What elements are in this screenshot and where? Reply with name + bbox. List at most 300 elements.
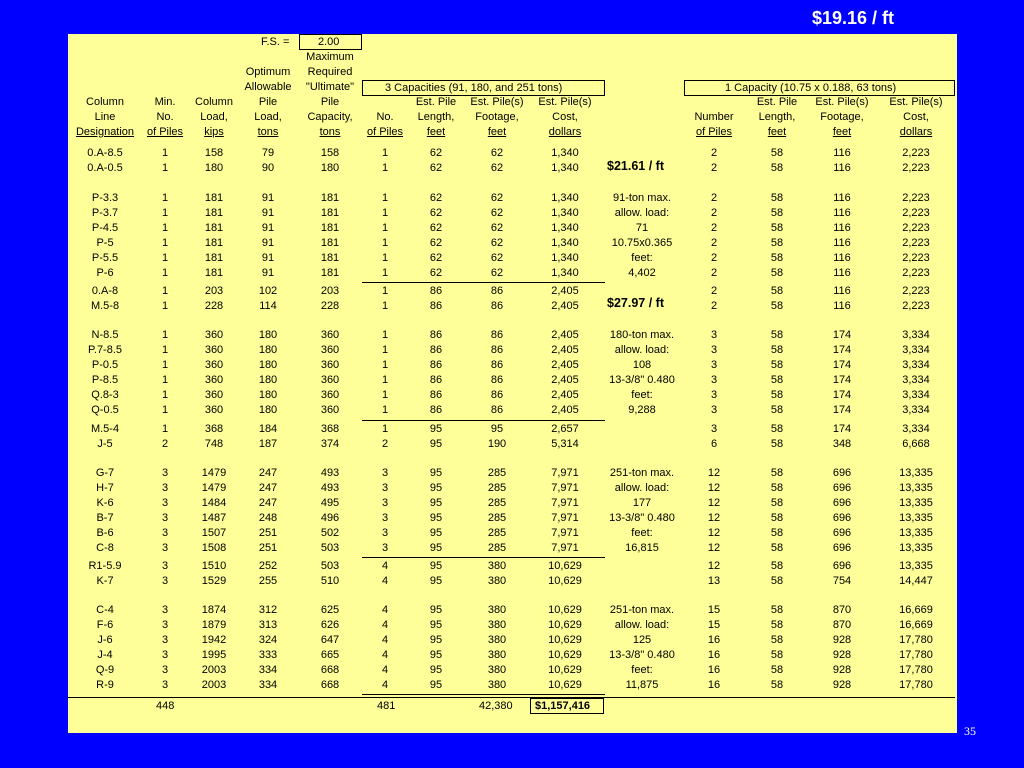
table-cell: 181 (204, 252, 224, 264)
table-cell: 181 (320, 192, 340, 204)
table-cell: C-4 (96, 604, 114, 616)
table-cell: 14,447 (899, 575, 933, 587)
table-cell: 62 (429, 237, 443, 249)
table-cell: 3,334 (902, 404, 930, 416)
table-cell: 10,629 (548, 560, 582, 572)
table-cell: 3 (381, 542, 389, 554)
table-cell: 285 (487, 512, 507, 524)
table-cell: 1 (381, 207, 389, 219)
table-cell: 174 (832, 423, 852, 435)
table-cell: 1508 (201, 542, 227, 554)
table-cell: 1 (161, 162, 169, 174)
table-cell: 62 (490, 147, 504, 159)
table-cell: 7,971 (551, 482, 579, 494)
table-cell: 58 (770, 359, 784, 371)
table-cell: 334 (258, 664, 278, 676)
table-cell: 2,405 (551, 300, 579, 312)
table-cell: 2,405 (551, 389, 579, 401)
table-cell: 1 (161, 300, 169, 312)
table-cell: 3 (381, 512, 389, 524)
capacity-note: 108 (632, 359, 652, 371)
table-cell: 360 (320, 344, 340, 356)
table-cell: 62 (429, 162, 443, 174)
table-cell: R-9 (96, 679, 114, 691)
table-cell: 58 (770, 252, 784, 264)
table-cell: 86 (490, 285, 504, 297)
total-cost: $1,157,416 (535, 700, 591, 712)
table-cell: 58 (770, 147, 784, 159)
table-cell: Q-9 (95, 664, 115, 676)
table-cell: 181 (204, 207, 224, 219)
table-cell: 1 (381, 329, 389, 341)
group-underline (362, 557, 605, 558)
table-cell: 503 (320, 542, 340, 554)
table-cell: 247 (258, 482, 278, 494)
table-cell: 58 (770, 222, 784, 234)
capacity-note: feet: (631, 664, 653, 676)
table-cell: 2003 (201, 679, 227, 691)
table-cell: 1 (161, 147, 169, 159)
table-cell: 228 (204, 300, 224, 312)
column-header-text: Line (94, 111, 116, 123)
group-underline (362, 282, 605, 283)
table-cell: 3 (161, 664, 169, 676)
table-cell: 58 (770, 619, 784, 631)
table-cell: 86 (429, 374, 443, 386)
table-cell: 3 (161, 679, 169, 691)
table-cell: 928 (832, 679, 852, 691)
table-cell: 2 (710, 267, 718, 279)
table-cell: 1874 (201, 604, 227, 616)
table-cell: 1487 (201, 512, 227, 524)
table-cell: 2,405 (551, 344, 579, 356)
table-cell: 2 (710, 237, 718, 249)
table-cell: 62 (490, 192, 504, 204)
table-cell: F-6 (96, 619, 114, 631)
capacity-note: 4,402 (628, 267, 656, 279)
table-cell: 180 (204, 162, 224, 174)
table-cell: H-7 (96, 482, 114, 494)
table-cell: 1 (381, 222, 389, 234)
table-cell: 58 (770, 575, 784, 587)
table-cell: 12 (707, 482, 721, 494)
capacity-note: 71 (635, 222, 649, 234)
table-cell: 696 (832, 497, 852, 509)
table-cell: 4 (381, 679, 389, 691)
column-header-text: Column (195, 96, 233, 108)
table-cell: 1 (161, 404, 169, 416)
table-cell: 10,629 (548, 604, 582, 616)
table-cell: 181 (204, 267, 224, 279)
table-cell: 3 (381, 482, 389, 494)
column-header-text: feet (832, 126, 852, 138)
table-cell: 3 (161, 560, 169, 572)
table-cell: 2,405 (551, 329, 579, 341)
capacity-note: 10.75x0.365 (611, 237, 673, 249)
table-cell: 248 (258, 512, 278, 524)
table-cell: 58 (770, 374, 784, 386)
table-cell: 360 (320, 389, 340, 401)
table-cell: Q-0.5 (91, 404, 119, 416)
column-header-text: Designation (75, 126, 135, 138)
table-cell: 95 (429, 512, 443, 524)
table-cell: 247 (258, 497, 278, 509)
table-cell: 493 (320, 482, 340, 494)
table-cell: 62 (490, 162, 504, 174)
capacity-note: allow. load: (614, 482, 670, 494)
table-cell: 58 (770, 649, 784, 661)
table-cell: 58 (770, 300, 784, 312)
table-cell: 495 (320, 497, 340, 509)
table-cell: 91 (261, 237, 275, 249)
capacity-note: feet: (631, 527, 653, 539)
table-cell: 180 (258, 374, 278, 386)
column-header-text: kips (204, 126, 224, 138)
table-cell: 62 (490, 207, 504, 219)
table-cell: 4 (381, 619, 389, 631)
column-header-text: No. (156, 111, 174, 123)
table-cell: 58 (770, 404, 784, 416)
table-cell: 3 (161, 497, 169, 509)
table-cell: 58 (770, 482, 784, 494)
table-cell: 2,223 (902, 222, 930, 234)
table-cell: 3,334 (902, 344, 930, 356)
table-cell: 174 (832, 359, 852, 371)
table-cell: 6 (710, 438, 718, 450)
table-cell: 2,223 (902, 285, 930, 297)
table-cell: 1942 (201, 634, 227, 646)
table-cell: 1507 (201, 527, 227, 539)
table-cell: 380 (487, 619, 507, 631)
table-cell: 1 (161, 285, 169, 297)
column-header-text: Pile (320, 96, 340, 108)
column-header-text: feet (767, 126, 787, 138)
table-cell: 360 (320, 404, 340, 416)
table-cell: 58 (770, 207, 784, 219)
table-cell: 86 (490, 300, 504, 312)
table-cell: 180 (320, 162, 340, 174)
table-cell: 95 (429, 649, 443, 661)
capacity-note: allow. load: (614, 207, 670, 219)
table-cell: C-8 (96, 542, 114, 554)
table-cell: 285 (487, 467, 507, 479)
table-cell: 228 (320, 300, 340, 312)
table-cell: 62 (429, 207, 443, 219)
table-cell: 16,669 (899, 619, 933, 631)
column-header-text: Est. Pile(s) (889, 96, 943, 108)
table-cell: 58 (770, 389, 784, 401)
table-cell: 10,629 (548, 679, 582, 691)
table-cell: 2,223 (902, 192, 930, 204)
table-cell: 86 (429, 344, 443, 356)
table-cell: 360 (204, 359, 224, 371)
table-cell: 13,335 (899, 482, 933, 494)
table-cell: 181 (320, 222, 340, 234)
table-cell: 252 (258, 560, 278, 572)
table-cell: 95 (429, 467, 443, 479)
table-cell: 5,314 (551, 438, 579, 450)
table-cell: 58 (770, 634, 784, 646)
table-cell: 181 (204, 222, 224, 234)
table-cell: 58 (770, 527, 784, 539)
table-cell: 12 (707, 512, 721, 524)
column-header-text: Length, (417, 111, 455, 123)
table-cell: 360 (320, 374, 340, 386)
table-cell: 3 (161, 512, 169, 524)
table-cell: 1 (381, 162, 389, 174)
table-cell: 116 (833, 207, 851, 219)
column-header-text: Est. Pile(s) (538, 96, 592, 108)
table-cell: 285 (487, 482, 507, 494)
table-cell: 2 (710, 207, 718, 219)
table-cell: 95 (429, 423, 443, 435)
table-cell: 95 (429, 664, 443, 676)
table-cell: 62 (429, 192, 443, 204)
table-cell: 181 (204, 237, 224, 249)
table-cell: 285 (487, 497, 507, 509)
table-cell: 380 (487, 649, 507, 661)
table-cell: 58 (770, 679, 784, 691)
fs-value: 2.00 (318, 36, 340, 48)
table-cell: 116 (833, 192, 851, 204)
table-cell: 4 (381, 560, 389, 572)
table-cell: 86 (429, 389, 443, 401)
column-header-text: Est. Pile(s) (470, 96, 524, 108)
column-header-text: Est. Pile(s) (815, 96, 869, 108)
table-cell: 203 (204, 285, 224, 297)
capacity-note: 251-ton max. (609, 467, 675, 479)
group-underline (362, 420, 605, 421)
table-cell: 62 (490, 237, 504, 249)
column-header-text: tons (319, 126, 341, 138)
table-cell: 174 (832, 329, 852, 341)
table-cell: 368 (320, 423, 340, 435)
table-cell: 16,669 (899, 604, 933, 616)
table-cell: 16 (707, 664, 721, 676)
table-cell: 86 (429, 359, 443, 371)
capacity-note: feet: (631, 252, 653, 264)
table-cell: 1510 (201, 560, 227, 572)
table-cell: 13,335 (899, 560, 933, 572)
table-cell: 95 (429, 560, 443, 572)
table-cell: P-5 (96, 237, 114, 249)
table-cell: P-5.5 (91, 252, 119, 264)
table-cell: 95 (429, 634, 443, 646)
column-header-text: Length, (758, 111, 796, 123)
table-cell: 626 (320, 619, 340, 631)
column-header-text: Cost, (552, 111, 578, 123)
capacity-note: 16,815 (625, 542, 659, 554)
price-per-foot-title: $19.16 / ft (812, 8, 895, 28)
table-cell: 91 (261, 252, 275, 264)
table-cell: 7,971 (551, 497, 579, 509)
table-cell: 1 (161, 423, 169, 435)
table-cell: 58 (770, 512, 784, 524)
table-cell: 58 (770, 560, 784, 572)
table-cell: 3 (161, 542, 169, 554)
table-cell: 58 (770, 162, 784, 174)
table-cell: 174 (832, 374, 852, 386)
table-cell: 2 (710, 192, 718, 204)
table-cell: 928 (832, 634, 852, 646)
table-cell: 12 (707, 542, 721, 554)
table-cell: 0.A-8 (91, 285, 119, 297)
table-cell: 3 (161, 467, 169, 479)
column-header-text: of Piles (366, 126, 404, 138)
table-cell: 86 (490, 329, 504, 341)
table-cell: 1 (161, 267, 169, 279)
table-cell: K-6 (96, 497, 114, 509)
table-cell: 3 (161, 619, 169, 631)
table-cell: 380 (487, 575, 507, 587)
table-cell: 15 (707, 604, 721, 616)
table-cell: 696 (832, 542, 852, 554)
table-cell: 360 (204, 404, 224, 416)
table-cell: 668 (320, 664, 340, 676)
table-cell: 3,334 (902, 329, 930, 341)
column-header-text: Number (694, 111, 734, 123)
capacity-note: allow. load: (614, 344, 670, 356)
capacity-note: 125 (632, 634, 652, 646)
table-cell: 1 (161, 389, 169, 401)
table-cell: 58 (770, 497, 784, 509)
table-cell: 3 (161, 604, 169, 616)
capacity-note: 13-3/8" 0.480 (609, 512, 675, 524)
table-cell: 2 (381, 438, 389, 450)
column-header-text: dollars (899, 126, 933, 138)
table-cell: 158 (320, 147, 340, 159)
table-cell: 1 (381, 374, 389, 386)
table-cell: 2,223 (902, 237, 930, 249)
table-cell: 13,335 (899, 497, 933, 509)
table-cell: 496 (320, 512, 340, 524)
table-cell: 180 (258, 359, 278, 371)
table-cell: 324 (258, 634, 278, 646)
table-cell: 4 (381, 634, 389, 646)
table-cell: 116 (833, 252, 851, 264)
table-cell: 360 (320, 359, 340, 371)
table-cell: 696 (832, 512, 852, 524)
table-cell: 493 (320, 467, 340, 479)
table-cell: 1 (381, 192, 389, 204)
column-header-text: Optimum (245, 66, 291, 78)
table-cell: 7,971 (551, 467, 579, 479)
table-cell: 116 (833, 222, 851, 234)
table-cell: 870 (832, 619, 852, 631)
table-cell: 95 (490, 423, 504, 435)
table-cell: 181 (320, 267, 340, 279)
table-cell: 696 (832, 467, 852, 479)
table-cell: 181 (320, 207, 340, 219)
table-cell: 16 (707, 679, 721, 691)
table-cell: 668 (320, 679, 340, 691)
table-cell: 1 (381, 252, 389, 264)
table-cell: N-8.5 (91, 329, 119, 341)
column-header-text: Capacity, (307, 111, 353, 123)
table-cell: 1 (381, 423, 389, 435)
table-cell: Q.8-3 (91, 389, 119, 401)
table-cell: 312 (258, 604, 278, 616)
table-cell: 1 (161, 222, 169, 234)
group-underline (362, 694, 605, 695)
table-cell: 380 (487, 679, 507, 691)
capacity-note: 251-ton max. (609, 604, 675, 616)
table-cell: 374 (320, 438, 340, 450)
table-cell: 58 (770, 267, 784, 279)
pile-estimate-table (68, 34, 957, 733)
table-cell: 665 (320, 649, 340, 661)
table-cell: 2,223 (902, 147, 930, 159)
table-cell: 158 (204, 147, 224, 159)
table-cell: 180 (258, 329, 278, 341)
table-cell: 2 (710, 222, 718, 234)
table-cell: 2003 (201, 664, 227, 676)
table-cell: 116 (833, 147, 851, 159)
table-cell: 58 (770, 438, 784, 450)
table-cell: 181 (204, 192, 224, 204)
column-header-text: No. (376, 111, 394, 123)
table-cell: 10,629 (548, 619, 582, 631)
table-cell: 184 (258, 423, 278, 435)
table-cell: 58 (770, 423, 784, 435)
table-cell: 4 (381, 575, 389, 587)
table-cell: 7,971 (551, 527, 579, 539)
table-cell: 1 (381, 237, 389, 249)
table-cell: 15 (707, 619, 721, 631)
column-header-text: Load, (254, 111, 282, 123)
table-cell: 1995 (201, 649, 227, 661)
table-cell: 3 (710, 423, 718, 435)
table-cell: 116 (833, 285, 851, 297)
table-cell: 1484 (201, 497, 227, 509)
column-header-text: Est. Pile (415, 96, 457, 108)
table-cell: 62 (429, 252, 443, 264)
table-cell: 503 (320, 560, 340, 572)
table-cell: J-4 (97, 649, 113, 661)
table-cell: 1 (381, 300, 389, 312)
page-number: 35 (964, 724, 976, 738)
table-cell: 2,405 (551, 374, 579, 386)
table-cell: 62 (490, 222, 504, 234)
table-cell: 696 (832, 482, 852, 494)
table-cell: 91 (261, 207, 275, 219)
table-cell: 86 (490, 344, 504, 356)
table-cell: 13 (707, 575, 721, 587)
table-cell: 17,780 (899, 649, 933, 661)
table-cell: P.7-8.5 (87, 344, 123, 356)
table-cell: 7,971 (551, 512, 579, 524)
table-cell: 95 (429, 497, 443, 509)
column-header-text: Column (86, 96, 124, 108)
table-cell: R1-5.9 (88, 560, 122, 572)
table-cell: 95 (429, 604, 443, 616)
total-min-piles: 448 (156, 700, 175, 712)
table-cell: 2,223 (902, 300, 930, 312)
table-cell: 62 (429, 147, 443, 159)
table-cell: 12 (707, 497, 721, 509)
column-header-text: Maximum (306, 51, 354, 63)
table-cell: 58 (770, 542, 784, 554)
table-cell: 748 (204, 438, 224, 450)
group1-title: 3 Capacities (91, 180, and 251 tons) (385, 82, 563, 94)
table-cell: 58 (770, 192, 784, 204)
table-cell: 91 (261, 192, 275, 204)
table-cell: 380 (487, 604, 507, 616)
column-header-text: feet (426, 126, 446, 138)
table-cell: 181 (320, 252, 340, 264)
capacity-note: 91-ton max. (612, 192, 672, 204)
table-cell: 95 (429, 619, 443, 631)
